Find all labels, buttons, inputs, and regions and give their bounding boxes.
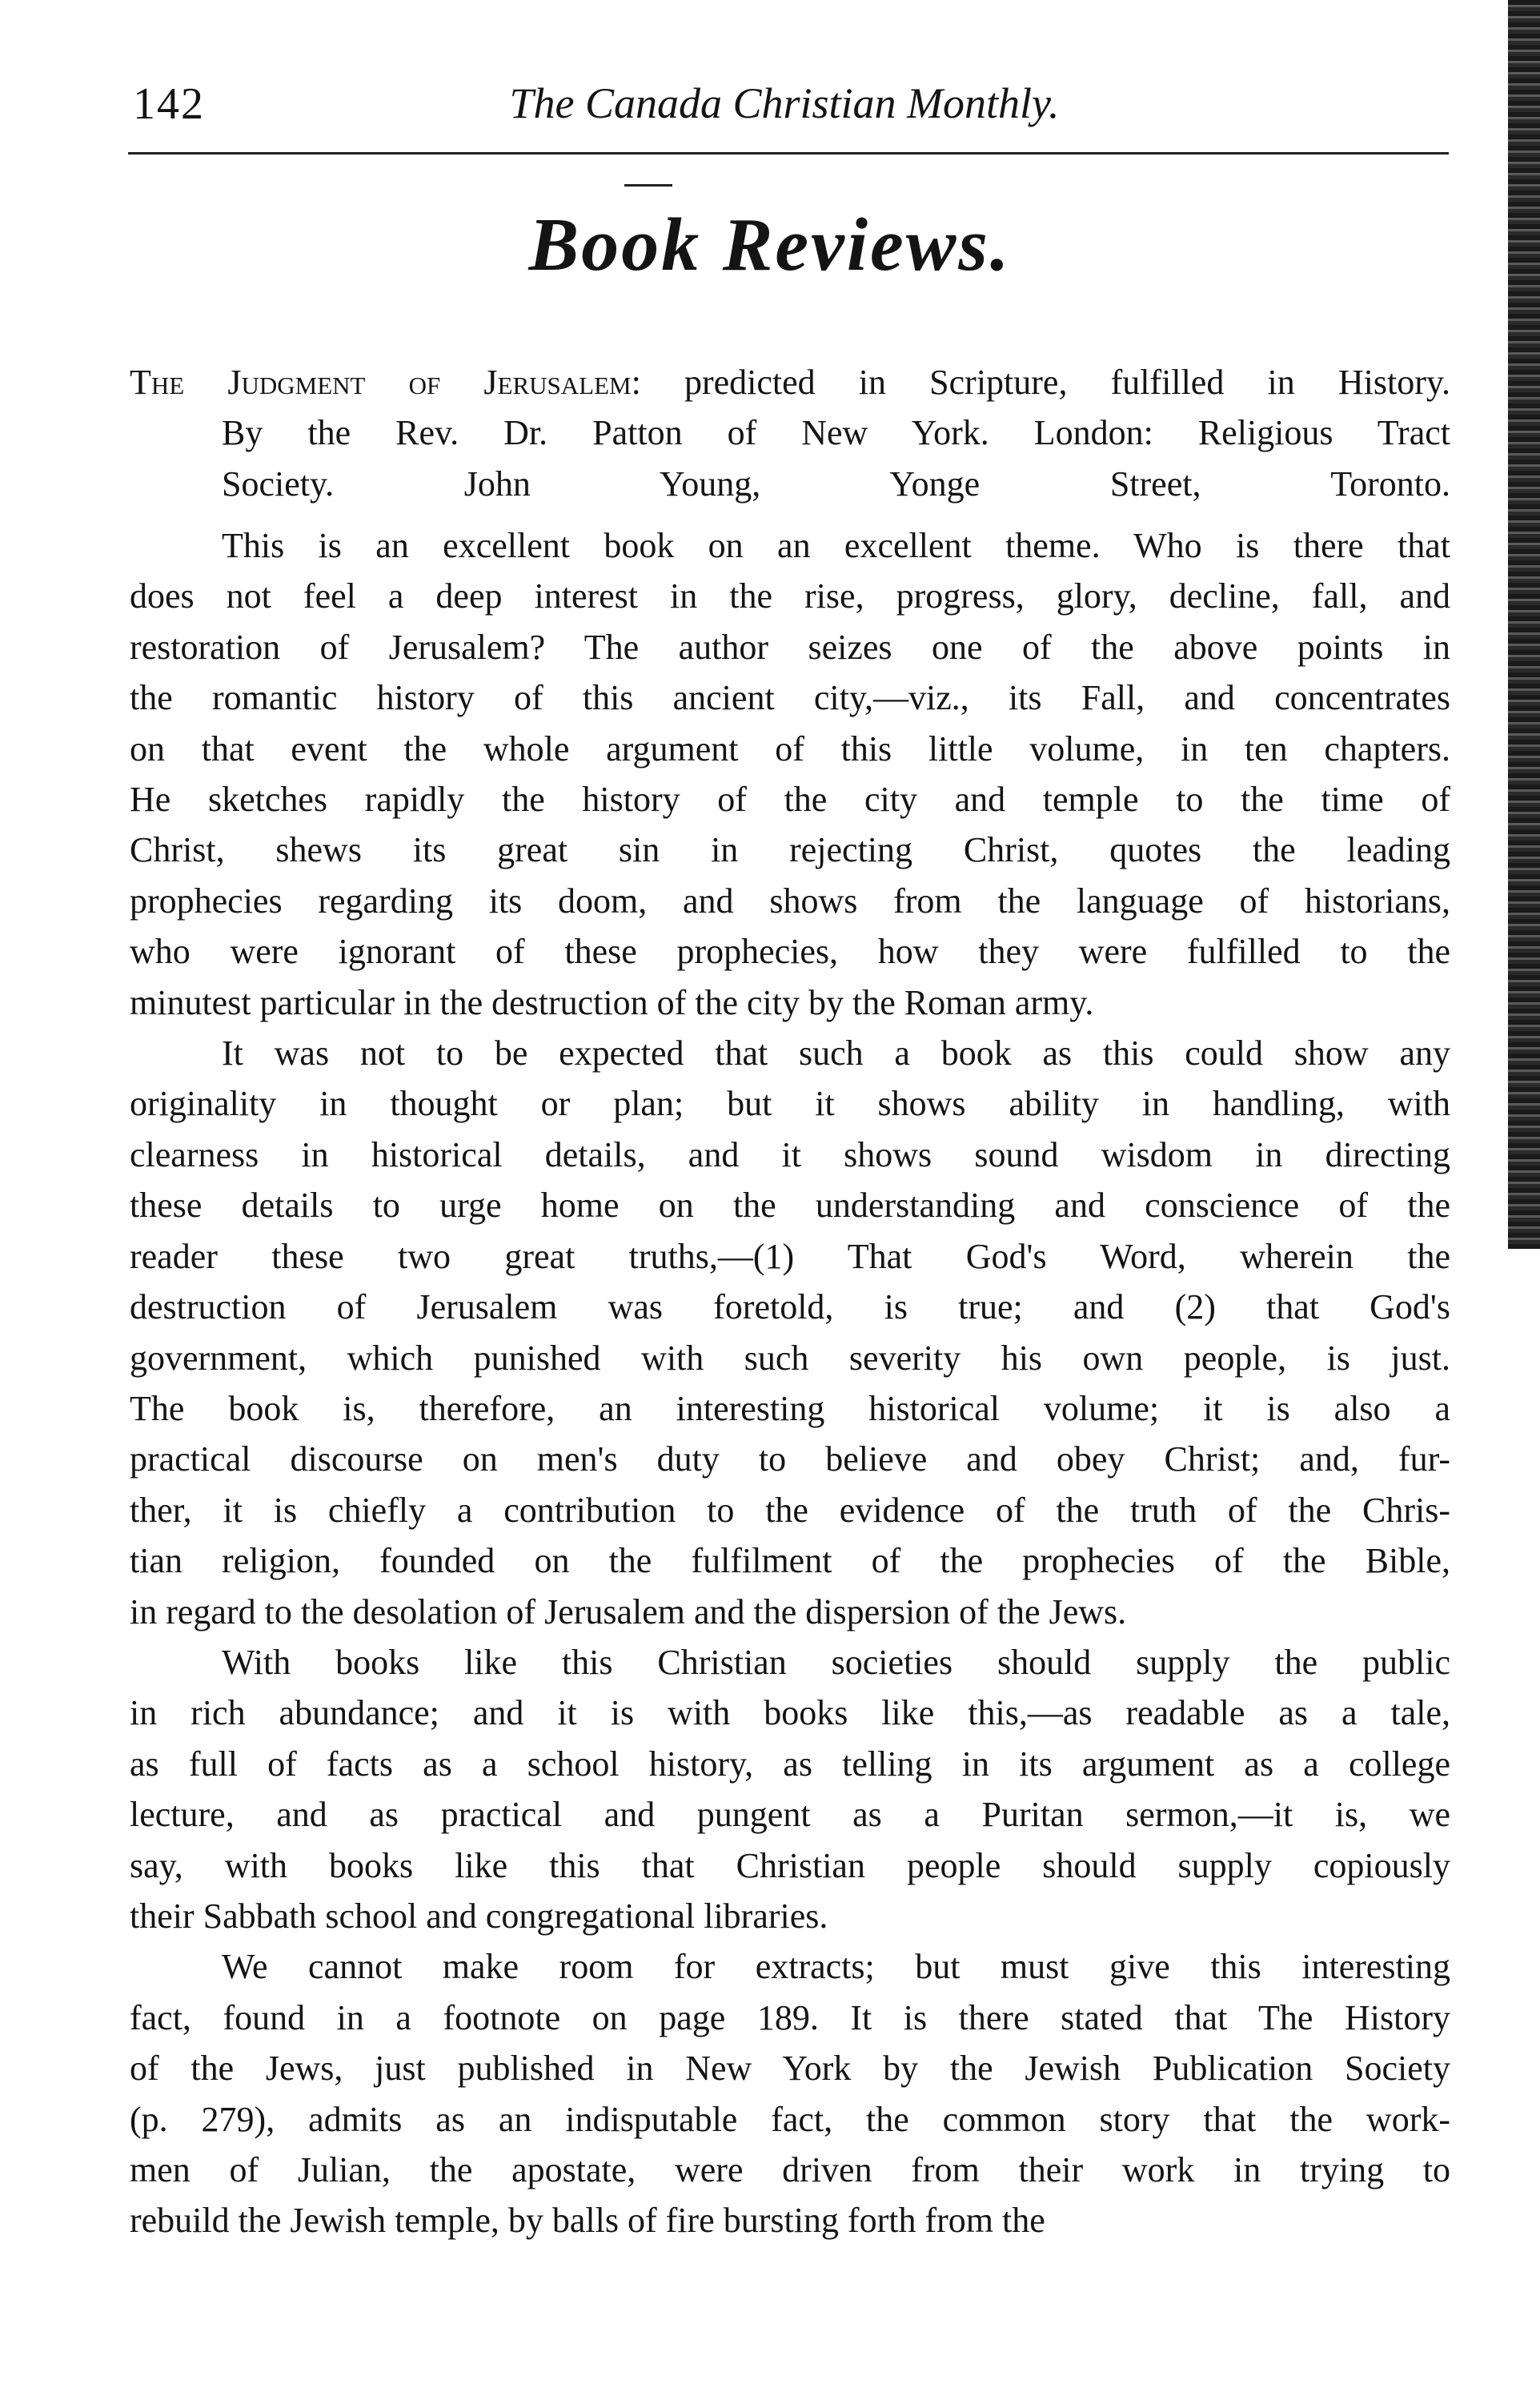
text-line: rebuild the Jewish temple, by balls of fire bursting forth from the [130, 2201, 1045, 2241]
text-line: destruction of Jerusalem was foretold, is true; and (2) that God's [130, 1287, 1450, 1327]
text-line: the romantic history of this ancient city,—viz., its Fall, and concentrates [130, 678, 1450, 718]
paragraph [130, 1637, 1450, 1941]
paragraph [130, 1028, 1450, 1637]
text-line: (p. 279), admits as an indisputable fact, the common story that the work- [130, 2099, 1450, 2139]
book-publisher-line: Society. John Young, Yonge Street, Toronto. [222, 464, 1450, 504]
text-line: men of Julian, the apostate, were driven from their work in trying to [130, 2150, 1450, 2189]
text-line: restoration of Jerusalem? The author seizes one of the above points in [130, 627, 1450, 667]
section-divider [624, 184, 672, 187]
text-line: fact, found in a footnote on page 189. It is there stated that The History [130, 1997, 1450, 2037]
text-line: who were ignorant of these prophecies, how they were fulfilled to the [130, 932, 1450, 972]
text-line: as full of facts as a school history, as telling in its argument as a college [130, 1744, 1450, 1784]
text-line: practical discourse on men's duty to believe and obey Christ; and, fur- [130, 1439, 1450, 1479]
text-line: of the Jews, just published in New York by the Jewish Publication Society [130, 2049, 1450, 2089]
book-subtitle: : predicted in Scripture, fulfilled in History. [631, 363, 1450, 402]
text-line: reader these two great truths,—(1) That God's Word, wherein the [130, 1236, 1450, 1276]
book-reference [130, 357, 1450, 509]
book-title: The Judgment of Jerusalem [130, 363, 632, 402]
text-line: in rich abundance; and it is with books like this,—as readable as a tale, [130, 1693, 1450, 1733]
text-line: these details to urge home on the understanding and conscience of the [130, 1186, 1450, 1226]
text-line: clearness in historical details, and it shows sound wisdom in directing [130, 1134, 1450, 1174]
text-line: government, which punished with such severity his own people, is just. [130, 1338, 1450, 1378]
page-header [128, 74, 1441, 138]
header-rule [128, 152, 1449, 155]
paragraph [130, 520, 1450, 1028]
scan-edge-artifact [1508, 0, 1540, 1249]
text-line: He sketches rapidly the history of the city and temple to the time of [130, 780, 1450, 820]
text-line: tian religion, founded on the fulfilment of the prophecies of the Bible, [130, 1541, 1450, 1581]
page-number: 142 [133, 79, 205, 129]
text-line: We cannot make room for extracts; but must give this interesting [222, 1947, 1450, 1987]
text-line: say, with books like this that Christian people should supply copiously [130, 1845, 1450, 1885]
text-line: on that event the whole argument of this little volume, in ten chapters. [130, 728, 1450, 769]
text-line: It was not to be expected that such a book as this could show any [222, 1033, 1450, 1074]
text-line: ther, it is chiefly a contribution to the evidence of the truth of the Chris- [130, 1490, 1450, 1530]
book-author-line: By the Rev. Dr. Patton of New York. London: Religious Tract [222, 413, 1450, 453]
text-line: their Sabbath school and congregational libraries. [130, 1896, 828, 1936]
text-line: in regard to the desolation of Jerusalem and the dispersion of the Jews. [130, 1591, 1127, 1631]
text-line: lecture, and as practical and pungent as a Puritan sermon,—it is, we [130, 1795, 1450, 1835]
text-line: The book is, therefore, an interesting historical volume; it is also a [130, 1388, 1450, 1428]
text-line: originality in thought or plan; but it shows ability in handling, with [130, 1084, 1450, 1124]
book-title-line [130, 357, 1450, 407]
section-title: Book Reviews. [528, 203, 1012, 287]
text-line: With books like this Christian societies should supply the public [222, 1642, 1450, 1682]
running-title: The Canada Christian Monthly. [509, 79, 1060, 127]
text-line: prophecies regarding its doom, and shows from the language of historians, [130, 881, 1450, 921]
text-line: minutest particular in the destruction of the city by the Roman army. [130, 982, 1094, 1022]
paragraph [130, 1941, 1450, 2245]
text-line: This is an excellent book on an excellent theme. Who is there that [222, 526, 1450, 565]
review-body [130, 520, 1450, 2246]
text-line: does not feel a deep interest in the rise, progress, glory, decline, fall, and [130, 576, 1450, 616]
text-line: Christ, shews its great sin in rejecting Christ, quotes the leading [130, 830, 1450, 870]
